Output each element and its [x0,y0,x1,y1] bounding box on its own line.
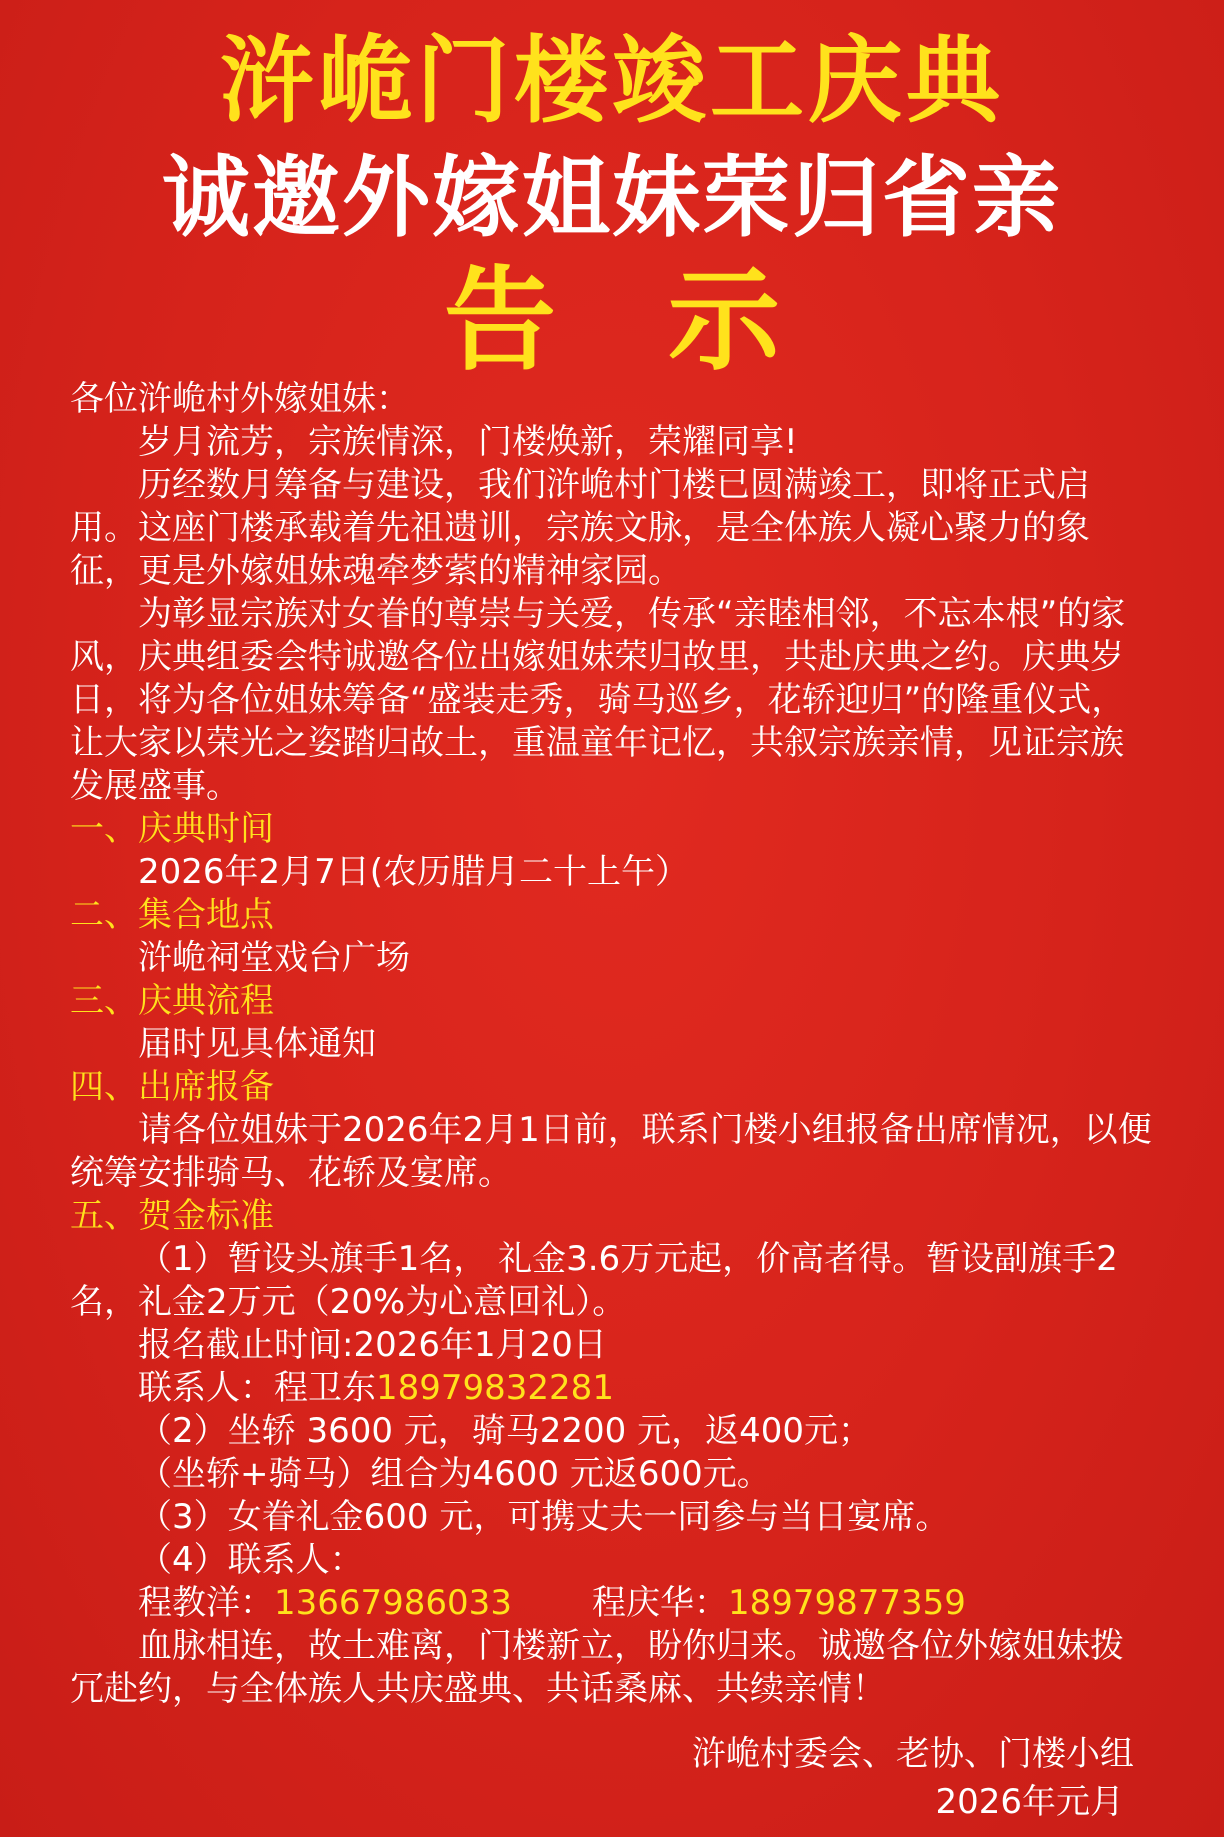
title-line-1: 浒峗门楼竣工庆典 [219,27,1004,136]
notice-body [70,378,1154,1711]
section-4-title: 四、出席报备 [70,1067,274,1107]
section-5-deadline: 报名截止时间:2026年1月20日 [138,1325,607,1365]
section-5-item-2a: （2）坐轿 3600 元，骑马2200 元，返400元； [138,1411,873,1451]
section-2-title: 二、集合地点 [70,895,274,935]
section-5-item-2b: （坐轿+骑马）组合为4600 元返600元。 [138,1454,771,1494]
section-3-text: 届时见具体通知 [138,1024,376,1064]
section-3-title: 三、庆典流程 [70,981,274,1021]
section-1-title: 一、庆典时间 [70,809,274,849]
signature: 浒峗村委会、老协、门楼小组 [692,1734,1134,1774]
section-5-item-1: （1）暂设头旗手1名， 礼金3.6万元起，价高者得。暂设副旗手2名，礼金2万元（20%为心意回礼）。 [70,1239,1118,1322]
section-5-item-4: （4）联系人： [138,1540,364,1580]
contact-2-name: 程庆华： [591,1583,728,1623]
section-5-title: 五、贺金标准 [70,1196,274,1236]
contact-2-phone: 18979877359 [727,1583,966,1623]
section-5-item-3: （3）女眷礼金600 元，可携丈夫一同参与当日宴席。 [138,1497,950,1537]
section-2-text: 浒峗祠堂戏台广场 [138,938,410,978]
contact-1-name: 程教洋： [138,1583,274,1623]
section-5-contact-phone: 18979832281 [376,1368,614,1408]
title-line-2: 诚邀外嫁姐妹荣归省亲 [161,146,1062,249]
closing-paragraph: 血脉相连，故土难离，门楼新立，盼你归来。诚邀各位外嫁姐妹拨冗赴约，与全体族人共庆盛典、共话桑麻、共续亲情！ [70,1626,1124,1709]
paragraph-3: 为彰显宗族对女眷的尊崇与关爱，传承“亲睦相邻，不忘本根”的家风，庆典组委会特诚邀各位出嫁姐妹荣归故里，共赴庆典之约。庆典岁日，将为各位姐妹筹备“盛装走秀，骑马巡乡，花轿迎归”的隆重仪式，让大家以荣光之姿踏归故土，重温童年记忆，共叙宗族亲情，见证宗族发展盛事。 [70,594,1126,806]
paragraph-1: 岁月流芳，宗族情深，门楼焕新，荣耀同享! [138,422,798,462]
section-1-text: 2026年2月7日(农历腊月二十上午） [138,852,690,892]
section-5-contact [70,1367,1154,1410]
signature-block [692,1730,1134,1826]
signature-date: 2026年元月 [935,1782,1124,1822]
section-4-text: 请各位姐妹于2026年2月1日前，联系门楼小组报备出席情况，以便统筹安排骑马、花轿及宴席。 [70,1110,1152,1193]
paragraph-2: 历经数月筹备与建设，我们浒峗村门楼已圆满竣工，即将正式启用。这座门楼承载着先祖遗训，宗族文脉，是全体族人凝心聚力的象征，更是外嫁姐妹魂牵梦萦的精神家园。 [70,465,1090,591]
contact-1-phone: 13667986033 [274,1583,512,1623]
contacts-row [70,1582,1154,1625]
greeting: 各位浒峗村外嫁姐妹： [70,379,410,419]
section-5-contact-label: 联系人：程卫东 [138,1368,376,1408]
title-line-3: 告示 [444,256,892,386]
